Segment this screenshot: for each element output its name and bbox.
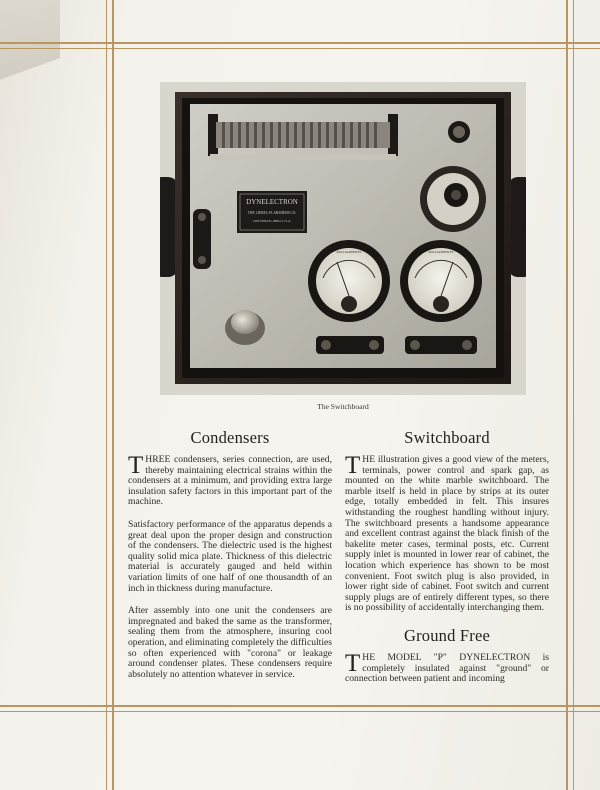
border-rule-right-outer [573,0,574,790]
border-rule-bottom-inner [0,711,600,712]
condensers-paragraph-3: After assembly into one unit the condensers are impregnated and baked the same as the transformer, sealing them from the atmosphere, insuring cool operation, and eliminating completely the difficulties so often experienced with "corona" or leakage around condenser plates. These condensers require absolutely no attention whatever in service. [128,605,332,680]
drop-cap: T [345,452,361,479]
power-control-dial [420,166,486,232]
border-rule-left-inner [112,0,114,790]
torn-corner [0,0,60,110]
ground-free-paragraph-1: THE MODEL "P" DYNELECTRON is completely insulated against "ground" or connection between patient and incoming [345,649,549,685]
border-rule-right-inner [566,0,568,790]
meter-right-label: MILLIAMPERES [428,250,454,254]
nameplate-city: CINCINNATI, OHIO, U.S.A. [252,219,292,223]
border-rule-left-outer [106,0,107,790]
nameplate [237,191,307,233]
column-condensers [128,428,332,692]
border-rule-top-outer [0,42,600,44]
photo-caption: The Switchboard [317,402,369,411]
terminal-strip-right [405,336,477,354]
nameplate-brand: DYNELECTRON [246,198,298,206]
switchboard-paragraph-1: THE illustration gives a good view of the meters, terminals, power control and spark gap, as mounted on the white marble switchboard. The marble itself is held in place by strips at its outer edge, totally embedded in felt. This insures withstanding the roughest handling without injury. The switchboard presents a handsome appearance and excellent contrast against the black finish of the bakelite meter cases, terminal posts, etc. Current supply inlet is mounted in lower rear of cabinet, the location which experience has shown to be most convenient. Foot switch plug is also provided, in lower right side of cabinet. Foot switch and current supply plugs are of entirely different types, so there is no possibility of accidentally interchanging them. [345,452,549,614]
border-rule-top-inner [0,48,600,49]
switchboard-illustration [160,82,526,395]
heading-ground-free: Ground Free [403,625,491,645]
condensers-paragraph-1: THREE condensers, series connection, are used, thereby maintaining electrical strains within the condensers at a minimum, and providing extra large insulation safety factors in this important part of the machine. [128,452,332,508]
condensers-paragraph-2: Satisfactory performance of the apparatus depends a great deal upon the proper design and construction of the condensers. The dielectric used is the highest quality solid mica plate. Thickness of this dielectric material is accurately gauged and held within variation limits of one half of one thousandth of an inch in thickness during manufacture. [128,518,332,594]
meter-left-label: MILLIAMPERES [336,250,362,254]
border-rule-bottom-outer [0,705,600,707]
heading-condensers: Condensers [190,428,270,447]
meter-left [308,240,390,322]
heading-switchboard: Switchboard [404,428,490,447]
nameplate-company: THE LIEBEL-FLARSHEIM CO. [247,211,297,215]
terminal-strip-left [316,336,384,354]
switchboard-photo [160,82,526,395]
drop-cap: T [345,649,361,677]
column-switchboard [345,428,549,697]
meter-right [400,240,482,322]
drop-cap: T [128,452,144,479]
